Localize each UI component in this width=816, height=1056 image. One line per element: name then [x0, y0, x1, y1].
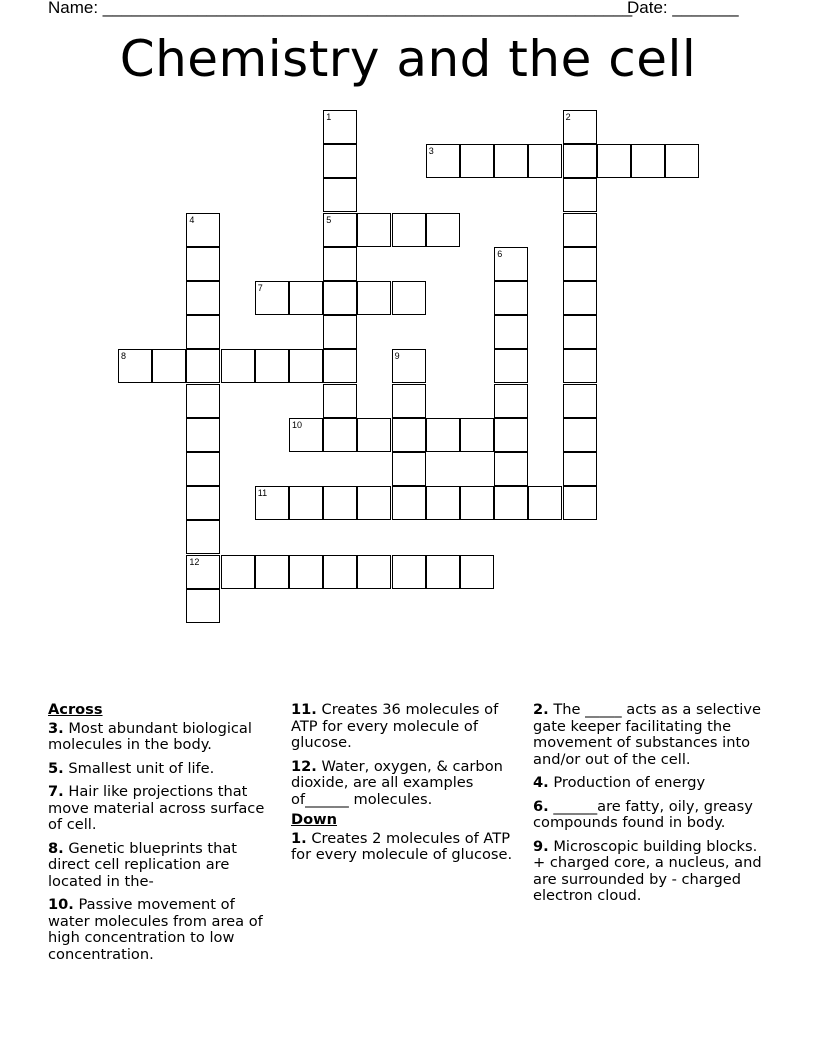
- grid-cell[interactable]: [186, 589, 220, 623]
- grid-cell[interactable]: [255, 555, 289, 589]
- grid-cell[interactable]: [460, 418, 494, 452]
- grid-cell[interactable]: [426, 418, 460, 452]
- grid-cell[interactable]: [563, 315, 597, 349]
- clues-column-1: [48, 702, 280, 970]
- clue-number-label: 8: [121, 351, 127, 362]
- grid-cell[interactable]: [186, 247, 220, 281]
- grid-cell[interactable]: [323, 281, 357, 315]
- clue-number-label: 4: [189, 214, 195, 225]
- clue-number: 2.: [533, 701, 549, 718]
- grid-cell[interactable]: [323, 555, 357, 589]
- clue-text: Most abundant biological molecules in the body.: [48, 719, 252, 753]
- grid-cell[interactable]: [426, 144, 460, 178]
- clue-text: Passive movement of water molecules from area of high concentration to low concentration.: [48, 896, 263, 963]
- grid-cell[interactable]: [494, 418, 528, 452]
- grid-cell[interactable]: [392, 213, 426, 247]
- grid-cell[interactable]: [563, 110, 597, 144]
- clue-text: The _____ acts as a selective gate keeper facilitating the movement of substances into and/or out of the cell.: [533, 701, 761, 768]
- grid-cell[interactable]: [563, 452, 597, 486]
- clue-number: 7.: [48, 783, 64, 800]
- clue-text: ______are fatty, oily, greasy compounds found in body.: [533, 797, 753, 831]
- grid-cell[interactable]: [323, 178, 357, 212]
- clue-across-5: [48, 761, 280, 778]
- grid-cell[interactable]: [289, 418, 323, 452]
- clue-down-2: [533, 702, 765, 768]
- clue-text: Water, oxygen, & carbon dioxide, are all examples of______ molecules.: [291, 757, 503, 808]
- grid-cell[interactable]: [494, 349, 528, 383]
- grid-cell[interactable]: [563, 144, 597, 178]
- clue-number-label: 10: [292, 419, 303, 430]
- clues-column-2: [291, 702, 517, 871]
- clue-across-7: [48, 784, 280, 834]
- grid-cell[interactable]: [186, 418, 220, 452]
- clue-text: Hair like projections that move material across surface of cell.: [48, 783, 265, 833]
- grid-cell[interactable]: [152, 349, 186, 383]
- clue-number-label: 5: [326, 214, 332, 225]
- grid-cell[interactable]: [357, 555, 391, 589]
- grid-cell[interactable]: [494, 452, 528, 486]
- across-heading: Across: [48, 701, 103, 718]
- grid-cell[interactable]: [323, 110, 357, 144]
- clue-down-9: [533, 839, 765, 905]
- grid-cell[interactable]: [186, 520, 220, 554]
- grid-cell[interactable]: [323, 213, 357, 247]
- grid-cell[interactable]: [323, 315, 357, 349]
- grid-cell[interactable]: [392, 418, 426, 452]
- clue-number-label: 2: [565, 112, 571, 122]
- clue-text: Microscopic building blocks. + charged core, a nucleus, and are surrounded by - charged electron cloud.: [533, 837, 762, 904]
- grid-cell[interactable]: [392, 452, 426, 486]
- grid-cell[interactable]: [426, 555, 460, 589]
- grid-cell[interactable]: [563, 418, 597, 452]
- clue-number-label: 3: [428, 146, 434, 157]
- clue-number: 4.: [533, 774, 549, 791]
- clue-across-12: [291, 759, 517, 809]
- clue-number-label: 6: [497, 248, 503, 259]
- clue-number: 6.: [533, 797, 549, 815]
- grid-cell[interactable]: [323, 144, 357, 178]
- grid-cell[interactable]: [255, 281, 289, 315]
- grid-cell[interactable]: [563, 281, 597, 315]
- clue-number: 11.: [291, 701, 317, 718]
- grid-cell[interactable]: [186, 555, 220, 589]
- clue-number-label: 1: [326, 112, 332, 122]
- clue-number: 12.: [291, 757, 317, 775]
- grid-cell[interactable]: [186, 315, 220, 349]
- clue-number: 1.: [291, 829, 307, 847]
- grid-cell[interactable]: [221, 555, 255, 589]
- clue-number: 5.: [48, 759, 64, 777]
- clue-across-11: [291, 702, 517, 752]
- grid-cell[interactable]: [186, 349, 220, 383]
- clue-number: 9.: [533, 837, 549, 855]
- grid-cell[interactable]: [426, 213, 460, 247]
- clue-text: Creates 2 molecules of ATP for every molecule of glucose.: [291, 829, 513, 863]
- grid-cell[interactable]: [357, 281, 391, 315]
- grid-cell[interactable]: [563, 384, 597, 418]
- grid-cell[interactable]: [323, 384, 357, 418]
- grid-cell[interactable]: [563, 247, 597, 281]
- grid-cell[interactable]: [186, 486, 220, 520]
- grid-cell[interactable]: [631, 144, 665, 178]
- clue-number-label: 11: [257, 488, 268, 499]
- clue-number: 3.: [48, 719, 64, 737]
- grid-cell[interactable]: [323, 247, 357, 281]
- grid-cell[interactable]: [563, 349, 597, 383]
- clue-text: Creates 36 molecules of ATP for every molecule of glucose.: [291, 701, 499, 751]
- grid-cell[interactable]: [289, 486, 323, 520]
- grid-cell[interactable]: [563, 178, 597, 212]
- grid-cell[interactable]: [289, 281, 323, 315]
- grid-cell[interactable]: [323, 418, 357, 452]
- clue-across-3: [48, 721, 280, 754]
- grid-cell[interactable]: [494, 247, 528, 281]
- date-field[interactable]: Date: _______: [627, 0, 739, 17]
- grid-cell[interactable]: [426, 486, 460, 520]
- grid-cell[interactable]: [255, 349, 289, 383]
- grid-cell[interactable]: [357, 213, 391, 247]
- grid-cell[interactable]: [563, 486, 597, 520]
- grid-cell[interactable]: [323, 486, 357, 520]
- down-heading: Down: [291, 811, 338, 828]
- grid-cell[interactable]: [289, 555, 323, 589]
- grid-cell[interactable]: [186, 281, 220, 315]
- clue-down-6: [533, 799, 765, 832]
- grid-cell[interactable]: [289, 349, 323, 383]
- grid-cell[interactable]: [392, 486, 426, 520]
- grid-cell[interactable]: [460, 486, 494, 520]
- grid-cell[interactable]: [357, 486, 391, 520]
- grid-cell[interactable]: [221, 349, 255, 383]
- grid-cell[interactable]: [665, 144, 699, 178]
- clue-number: 10.: [48, 896, 74, 913]
- grid-cell[interactable]: [392, 349, 426, 383]
- grid-cell[interactable]: [392, 281, 426, 315]
- grid-cell[interactable]: [494, 144, 528, 178]
- grid-cell[interactable]: [460, 555, 494, 589]
- grid-cell[interactable]: [323, 349, 357, 383]
- grid-cell[interactable]: [186, 384, 220, 418]
- clue-down-4: [533, 775, 765, 792]
- clue-number-label: 7: [257, 283, 263, 293]
- grid-cell[interactable]: [494, 315, 528, 349]
- grid-cell[interactable]: [392, 384, 426, 418]
- grid-cell[interactable]: [186, 213, 220, 247]
- clue-text: Production of energy: [553, 774, 706, 791]
- grid-cell[interactable]: [460, 144, 494, 178]
- clue-text: Smallest unit of life.: [68, 759, 215, 777]
- grid-cell[interactable]: [494, 281, 528, 315]
- grid-cell[interactable]: [597, 144, 631, 178]
- grid-cell[interactable]: [255, 486, 289, 520]
- grid-cell[interactable]: [494, 384, 528, 418]
- grid-cell[interactable]: [528, 144, 562, 178]
- clue-number-label: 12: [189, 556, 200, 567]
- clues-column-3: [533, 702, 765, 912]
- clue-down-1: [291, 831, 517, 864]
- clue-across-8: [48, 841, 280, 891]
- grid-cell[interactable]: [357, 418, 391, 452]
- clue-text: Genetic blueprints that direct cell replication are located in the-: [48, 839, 238, 890]
- grid-cell[interactable]: [186, 452, 220, 486]
- clue-number-label: 9: [394, 351, 400, 362]
- grid-cell[interactable]: [392, 555, 426, 589]
- grid-cell[interactable]: [494, 486, 528, 520]
- page-title: Chemistry and the cell: [119, 30, 697, 88]
- grid-cell[interactable]: [118, 349, 152, 383]
- grid-cell[interactable]: [563, 213, 597, 247]
- name-field[interactable]: Name: ________________________________________________________: [48, 0, 633, 17]
- clue-across-10: [48, 897, 280, 963]
- grid-cell[interactable]: [528, 486, 562, 520]
- clue-number: 8.: [48, 839, 64, 857]
